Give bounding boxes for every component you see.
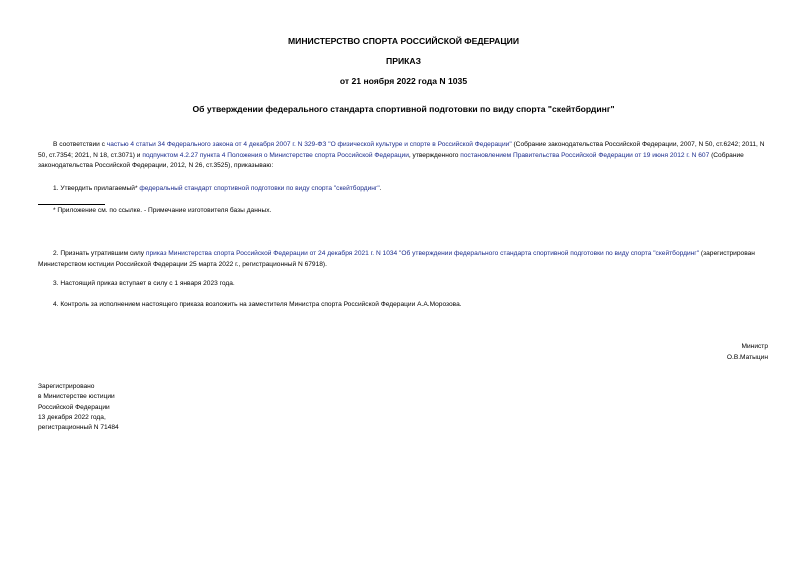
signature-name: О.В.Матыцин	[726, 354, 768, 361]
link-federal-law[interactable]: частью 4 статьи 34 Федерального закона от 4 декабря 2007 г. N 329-ФЗ "О физической культуре и спорте в Российской Федерации"	[106, 141, 512, 148]
ministry-heading: МИНИСТЕРСТВО СПОРТА РОССИЙСКОЙ ФЕДЕРАЦИИ	[287, 36, 519, 46]
registration-block	[38, 382, 119, 433]
link-government-decree[interactable]: постановлением Правительства Российской Федерации от 19 июня 2012 г. N 607	[460, 151, 710, 159]
item-2-text-2: (зарегистрирован Министерством юстиции Российской Федерации 25 марта 2022 г., регистрационный N 67918).	[38, 250, 755, 268]
item-2-paragraph	[38, 249, 768, 270]
link-federal-standard[interactable]: федеральный стандарт спортивной подготовки по виду спорта "скейтбординг"	[139, 185, 380, 192]
registration-line-4: 13 декабря 2022 года,	[38, 413, 106, 421]
preamble-text-4: (Собрание законодательства Российской Федерации, 2012, N 26, ст.3525), приказываю:	[38, 151, 744, 170]
footnote: * Приложение см. по ссылке. - Примечание изготовителя базы данных.	[53, 207, 272, 214]
document-date-number: от 21 ноября 2022 года N 1035	[339, 76, 468, 86]
registration-line-1: Зарегистрировано	[38, 383, 95, 390]
document-type: ПРИКАЗ	[386, 56, 421, 66]
item-2-text-1: 2. Признать утратившим силу	[53, 250, 146, 257]
item-4-paragraph: 4. Контроль за исполнением настоящего приказа возложить на заместителя Министра спорта Российской Федерации А.А.Морозова.	[53, 301, 462, 308]
registration-line-5: регистрационный N 71484	[38, 424, 119, 432]
footnote-divider	[38, 204, 105, 205]
item-1-paragraph	[38, 184, 768, 195]
item-1-text-1: 1. Утвердить прилагаемый*	[53, 185, 140, 192]
document-title: Об утверждении федерального стандарта спортивной подготовки по виду спорта "скейтбординг"	[192, 104, 615, 114]
signature-position: Министр	[741, 343, 768, 350]
preamble-text-2: (Собрание законодательства Российской Федерации, 2007, N 50, ст.6242; 2011, N 50, ст.7354; 2021, N 18, ст.3071) и	[38, 141, 765, 159]
item-3-paragraph: 3. Настоящий приказ вступает в силу с 1 января 2023 года.	[53, 280, 235, 287]
item-1-text-2: .	[379, 185, 382, 192]
link-repealed-order[interactable]: приказ Министерства спорта Российской Федерации от 24 декабря 2021 г. N 1034 "Об утверждении федерального стандарта спортивной подготовки по виду спорта "скейтбординг"	[145, 250, 700, 257]
registration-line-2: в Министерстве юстиции	[38, 393, 115, 401]
registration-line-3: Российской Федерации	[38, 403, 110, 411]
link-ministry-regulation[interactable]: подпунктом 4.2.27 пункта 4 Положения о Министерстве спорта Российской Федерации	[142, 151, 409, 159]
preamble-text-1: В соответствии с	[53, 141, 107, 148]
preamble-paragraph	[38, 140, 768, 172]
preamble-text-3: , утвержденного	[408, 151, 461, 159]
